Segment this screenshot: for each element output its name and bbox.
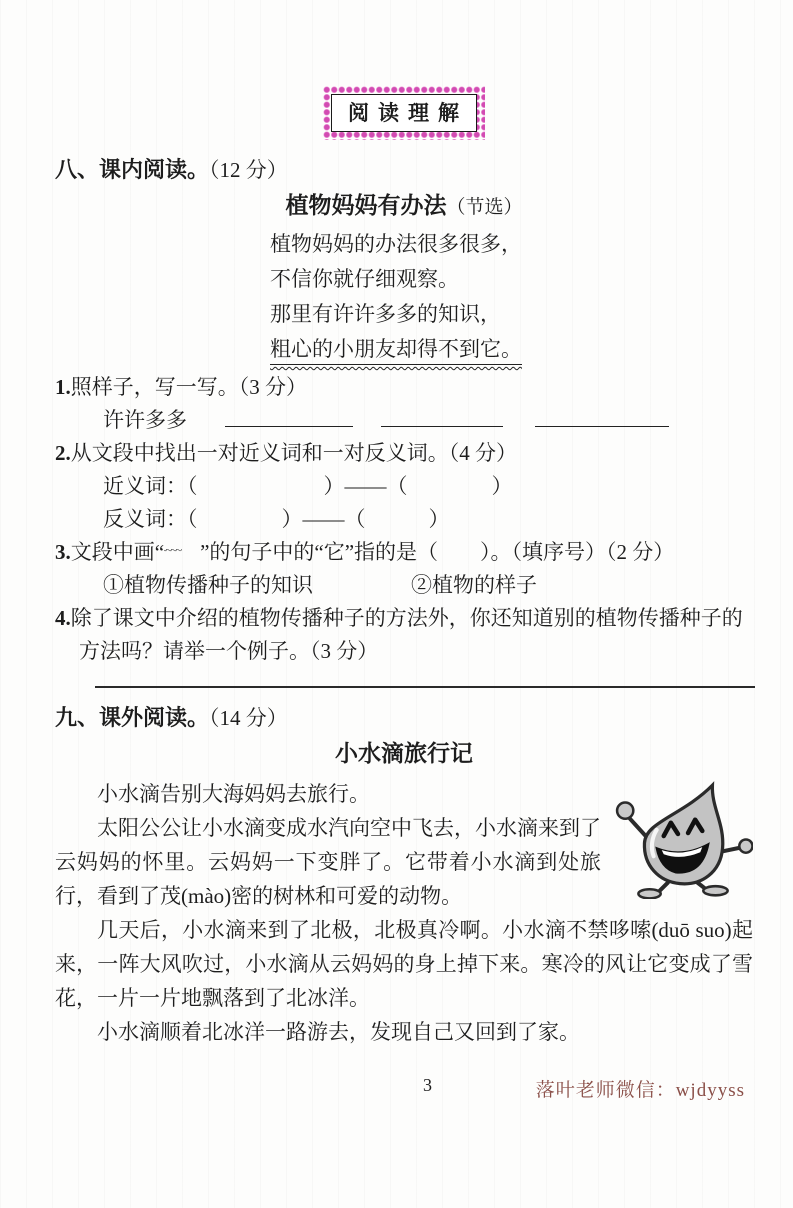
passage-title: [55, 191, 753, 222]
wavy-line-blank: [164, 545, 200, 559]
question-3-options: [103, 569, 753, 602]
poem-line: 不信你就仔细观察。: [270, 267, 459, 291]
passage-title-note: （节选）: [446, 197, 523, 218]
footer: [55, 1075, 753, 1103]
poem-line: [270, 332, 753, 367]
poem-line: 那里有许许多多的知识，: [270, 302, 501, 326]
watermark-text: 落叶老师微信：wjdyyss: [535, 1080, 745, 1101]
passage-title-text: 植物妈妈有办法: [285, 192, 447, 218]
question-4-prompt: 除了课文中介绍的植物传播种子的方法外，你还知道别的植物传播种子的方法吗？请举一个例子。（3 分）: [70, 606, 743, 663]
water-drop-cartoon-icon: [611, 777, 753, 899]
section-9: [55, 704, 753, 1049]
section-8: [55, 156, 753, 668]
section-9-heading-label: 九、课外阅读。: [55, 705, 210, 730]
story-paragraph: 小水滴顺着北冰洋一路游去，发现自己又回到了家。: [97, 1020, 580, 1044]
poem: [270, 227, 753, 367]
answer-blank: [381, 405, 503, 427]
story-paragraph: 太阳公公让小水滴变成水汽向空中飞去，小水滴来到了云妈妈的怀里。云妈妈一下变胖了。它带着小水滴到处旅行，看到了茂(mào)密的树林和可爱的动物。: [55, 816, 601, 908]
section-divider: [95, 686, 755, 688]
section-8-heading-label: 八、课内阅读。: [55, 157, 210, 182]
wavy-underlined-sentence: 粗心的小朋友却得不到它。: [270, 336, 522, 365]
question-4-number: 4.: [55, 606, 71, 630]
question-3-option-2: ②植物的样子: [411, 573, 537, 597]
story-title: 小水滴旅行记: [335, 740, 473, 766]
question-3-prompt-part1: 文段中画“: [70, 540, 165, 564]
question-1-example: 许许多多: [103, 408, 187, 432]
section-9-heading: [55, 704, 753, 732]
story-paragraph: 几天后，小水滴来到了北极，北极真冷啊。小水滴不禁哆嗦(duō suo)起来，一阵大风吹过，小水滴从云妈妈的身上掉下来。寒冷的风让它变成了雪花，一片一片地飘落到了北冰洋。: [55, 918, 753, 1010]
lace-border: [323, 86, 485, 140]
question-2-antonym-row: 反义词：（ ）——（ ）: [103, 507, 450, 531]
question-1: [55, 371, 753, 404]
story: [55, 777, 753, 1049]
answer-blank: [225, 405, 353, 427]
poem-line: 植物妈妈的办法很多很多，: [270, 232, 522, 256]
question-2: [55, 437, 753, 470]
question-2-prompt: 从文段中找出一对近义词和一对反义词。（4 分）: [70, 441, 517, 465]
banner-label: 阅读理解: [331, 94, 477, 132]
question-2-number: 2.: [55, 441, 71, 465]
question-1-prompt: 照样子，写一写。（3 分）: [70, 375, 307, 399]
section-8-heading: [55, 156, 753, 184]
question-1-answer-row: [103, 404, 753, 437]
question-3-number: 3.: [55, 540, 71, 564]
question-2-synonym-row: 近义词：（ ）——（ ）: [103, 474, 513, 498]
question-3-option-1: ①植物传播种子的知识: [103, 573, 313, 597]
question-3-prompt-part2: ”的句子中的“它”指的是（ ）。（填序号）（2 分）: [200, 540, 675, 564]
answer-blank: [535, 405, 669, 427]
question-4: [55, 602, 753, 668]
section-9-score: （14 分）: [209, 706, 288, 730]
reading-banner: [55, 86, 753, 140]
story-paragraph: 小水滴告别大海妈妈去旅行。: [97, 782, 370, 806]
questions: [55, 371, 753, 668]
question-1-number: 1.: [55, 375, 71, 399]
page-number: 3: [423, 1075, 432, 1095]
section-8-score: （12 分）: [209, 158, 288, 182]
question-3: [55, 536, 753, 569]
